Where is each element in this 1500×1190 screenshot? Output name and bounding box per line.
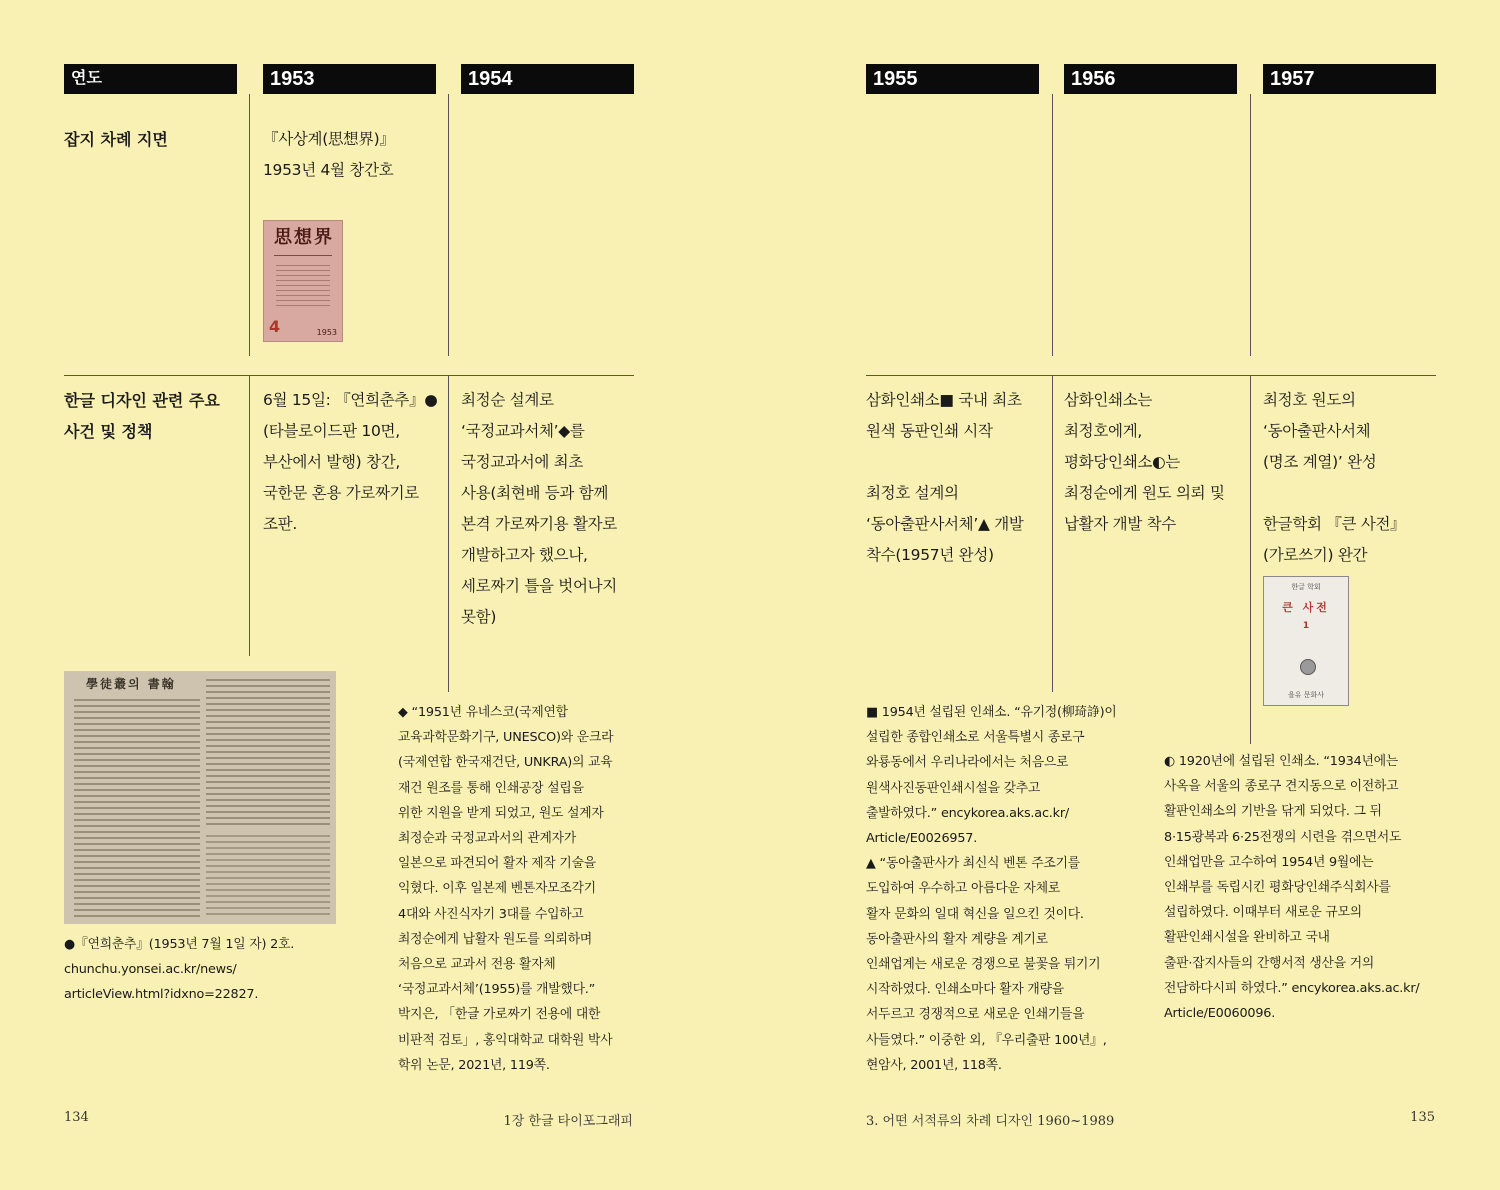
yeonhui-chunchu-clipping-image [64,671,336,924]
footnote-yeonhui-chunchu: ●『연희춘추』(1953년 7월 1일 자) 2호. chunchu.yonsei.ac.kr/news/ articleView.html?idxno=22827. [64,937,295,1003]
header-1957: 1957 [1263,64,1436,94]
sasanggye-cover-year: 1953 [316,328,337,337]
event-1957: 최정호 원도의 ‘동아출판사서체 (명조 계열)’ 완성 한글학회 『큰 사전』 (가로쓰기) 완간 [1263,391,1406,564]
keun-sajeon-emblem-icon [1300,659,1316,675]
footnote-gukjeong-textbook-font: ◆ “1951년 유네스코(국제연합 교육과학문화기구, UNESCO)와 운크라 (국제연합 한국재건단, UNKRA)의 교육 재건 원조를 통해 인쇄공장 설립을 위한 지원을 받게 되었고, 원도 설계자 최정순과 국정교과서의 관계자가 일본으로 파견되어 활자 제작 기술을 익혔다. 이후 일본제 벤톤자모조각기 4대와 사진식자기 3대를 수입하고 최정순에게 납활자 원도를 의뢰하며 처음으로 교과서 전용 활자체 ‘국정교과서체’(1955)를 개발했다.” 박지은, 「한글 가로짜기 전용에 대한 비판적 검토」, 홍익대학교 대학원 박사 학위 논문, 2021년, 119쪽. [398,705,614,1073]
header-1954: 1954 [461,64,634,94]
column-divider [249,376,250,656]
column-divider [448,376,449,692]
column-divider [1052,94,1053,356]
header-1953: 1953 [263,64,436,94]
event-1955: 삼화인쇄소■ 국내 최초 원색 동판인쇄 시작 최정호 설계의 ‘동아출판사서체’▲ 개발 착수(1957년 완성) [866,391,1024,564]
running-title-right: 3. 어떤 서적류의 차례 디자인 1960~1989 [866,1114,1115,1129]
page-number-right: 135 [1410,1110,1435,1125]
column-divider [1052,376,1053,692]
event-1953: 6월 15일: 『연희춘추』● (타블로이드판 10면, 부산에서 발행) 창간, 국한문 혼용 가로짜기로 조판. [263,391,438,533]
row-divider [64,375,634,376]
clipping-heading: 學徒叢의 書翰 [86,677,176,691]
sasanggye-cover-title: 思想界 [274,227,334,248]
column-divider [249,94,250,356]
keun-sajeon-volume: 1 [1302,621,1310,631]
event-1956: 삼화인쇄소는 최정호에게, 평화당인쇄소◐는 최정순에게 원도 의뢰 및 납활자 개발 착수 [1064,391,1225,533]
footnote-pyeonghwadang: ◐ 1920년에 설립된 인쇄소. “1934년에는 사옥을 서울의 종로구 견지동으로 이전하고 활판인쇄소의 기반을 닦게 되었다. 그 뒤 8·15광복과 6·25전쟁의 시련을 겪으면서도 인쇄업만을 고수하여 1954년 9월에는 인쇄부를 독립시킨 평화당인쇄주식회사를 설립하였다. 이때부터 새로운 규모의 활판인쇄시설을 완비하고 국내 출판·잡지사들의 간행서적 생산을 거의 전담하다시피 하였다.” encykorea.aks.ac.kr/ Article/E0060096. [1164,754,1420,1022]
header-1956: 1956 [1064,64,1237,94]
keun-sajeon-cover-image [1263,576,1349,706]
keun-sajeon-publisher: 한글 학회 [1291,583,1321,591]
row-label-events: 한글 디자인 관련 주요 사건 및 정책 [64,391,220,441]
keun-sajeon-press: 을유 문화사 [1287,691,1325,699]
footnote-samhwa-donga: ■ 1954년 설립된 인쇄소. “유기정(柳琦諍)이 설립한 종합인쇄소로 서울특별시 종로구 와룡동에서 우리나라에서는 처음으로 원색사진동판인쇄시설을 갖추고 출발하였다.” encykorea.aks.ac.kr/ Article/E0026957. ▲ “동아출판사가 최신식 벤톤 주조기를 도입하여 우수하고 아름다운 자체로 활자 문화의 일대 혁신을 일으킨 것이다. 동아출판사의 활자 계량을 계기로 인쇄업계는 새로운 경쟁으로 불꽃을 튀기기 시작하였다. 인쇄소마다 활자 개량을 서두르고 경쟁적으로 새로운 인쇄기들을 사들였다.” 이중한 외, 『우리출판 100년』, 현암사, 2001년, 118쪽. [866,705,1117,1073]
column-divider [1250,94,1251,356]
column-divider [448,94,449,356]
magazine-1953-text: 『사상계(思想界)』 1953년 4월 창간호 [263,130,395,179]
page-number-left: 134 [64,1110,89,1125]
sasanggye-cover-issue: 4 [269,317,281,336]
header-1955: 1955 [866,64,1039,94]
header-year-label: 연도 [64,64,237,94]
sasanggye-cover-image [263,220,343,342]
keun-sajeon-title: 큰 사전 [1282,601,1330,614]
column-divider [1250,376,1251,744]
running-title-left: 1장 한글 타이포그래피 [503,1114,633,1129]
event-1954: 최정순 설계로 ‘국정교과서체’◆를 국정교과서에 최초 사용(최현배 등과 함께 본격 가로짜기용 활자로 개발하고자 했으나, 세로짜기 틀을 벗어나지 못함) [461,391,617,626]
row-divider [866,375,1436,376]
row-label-magazine: 잡지 차례 지면 [64,130,168,149]
